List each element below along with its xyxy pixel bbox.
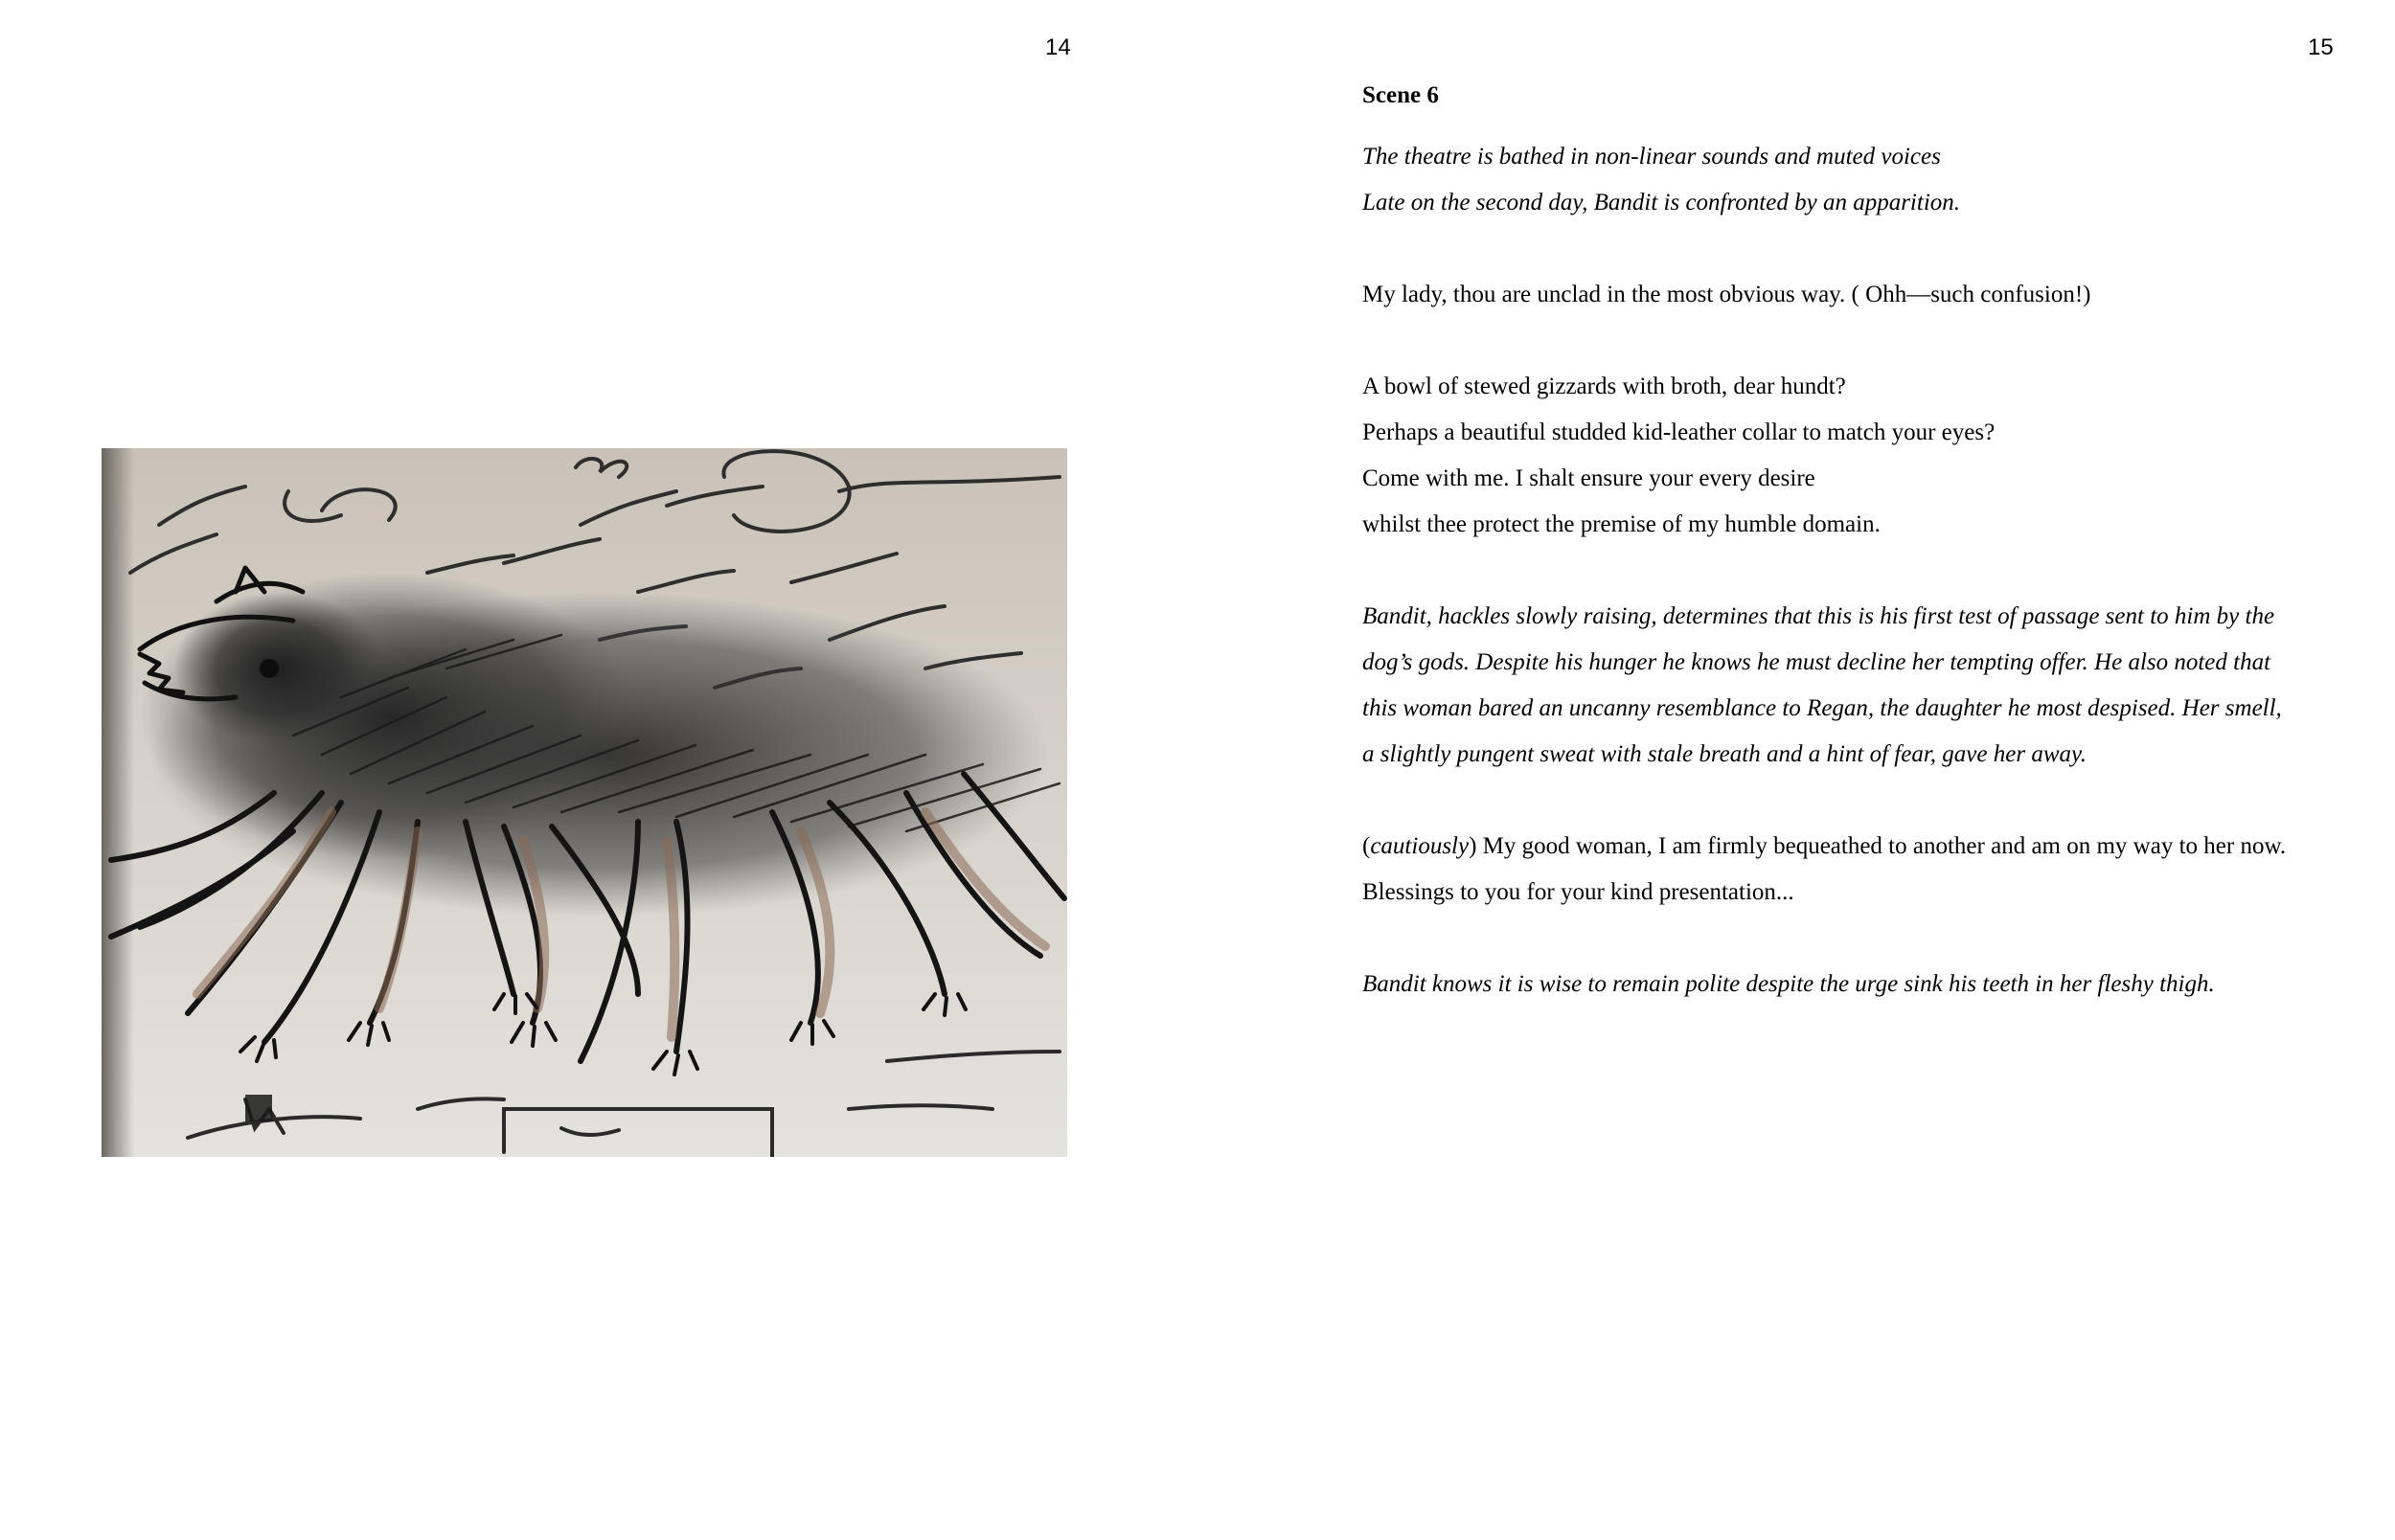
stage-direction-line: Bandit knows it is wise to remain polite despite the urge sink his teeth in her fleshy thigh.	[1362, 971, 2215, 997]
close-paren: )	[1469, 833, 1477, 859]
page-number-right: 15	[2308, 34, 2334, 60]
dialogue-line: Come with me. I shalt ensure your every desire	[1362, 465, 1815, 491]
stage-direction-line: Late on the second day, Bandit is confronted by an apparition.	[1362, 190, 1961, 215]
dialogue-line: A bowl of stewed gizzards with broth, dear hundt?	[1362, 374, 1846, 399]
wolf-sketch-illustration	[102, 448, 1067, 1157]
dialogue-text: My good woman, I am firmly bequeathed to another and am on my way to her now.	[1476, 833, 2287, 859]
right-page	[1198, 0, 2395, 1540]
stage-direction-line: a slightly pungent sweat with stale breath and a hint of fear, gave her away.	[1362, 741, 2087, 767]
stage-direction-line: Bandit, hackles slowly raising, determines that this is his first test of passage sent to him by the	[1362, 603, 2275, 629]
dialogue-line: Perhaps a beautiful studded kid-leather collar to match your eyes?	[1362, 419, 1996, 445]
dialogue-line	[1362, 832, 2286, 861]
scene-title: Scene 6	[1362, 82, 1439, 108]
stage-direction-line: The theatre is bathed in non-linear sounds and muted voices	[1362, 144, 1941, 170]
page-number-left: 14	[1045, 34, 1071, 60]
stage-direction-line: dog’s gods. Despite his hunger he knows he must decline her tempting offer. He also noted that	[1362, 649, 2271, 675]
dialogue-line: Blessings to you for your kind presentation...	[1362, 879, 1794, 905]
dialogue-line: My lady, thou are unclad in the most obvious way. ( Ohh—such confusion!)	[1362, 282, 2091, 307]
stage-direction-line: this woman bared an uncanny resemblance to Regan, the daughter he most despised. Her smell,	[1362, 695, 2282, 721]
open-paren: (	[1362, 833, 1371, 859]
dialogue-line: whilst thee protect the premise of my humble domain.	[1362, 511, 1881, 537]
parenthetical-direction: cautiously	[1370, 833, 1470, 859]
